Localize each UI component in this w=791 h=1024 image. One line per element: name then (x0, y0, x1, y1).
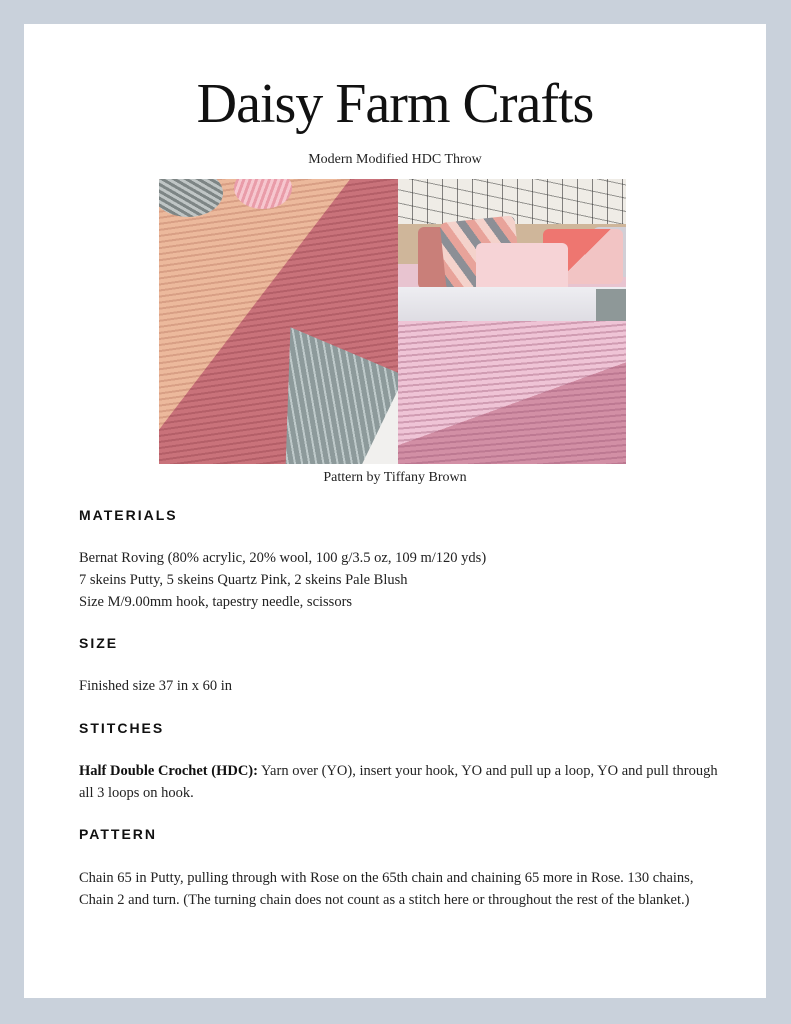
photo-blanket-on-bed (398, 179, 626, 464)
pink-throw-blanket (398, 321, 626, 464)
pattern-text: Chain 65 in Putty, pulling through with Rose on the 65th chain and chaining 65 more in Rose. 130 chains, Chain 2 and turn. (The turning chain does not count as a stitch here or throughout the rest of the blanket.) (79, 870, 694, 908)
document-title: Daisy Farm Crafts (196, 73, 594, 135)
stitches-heading: STITCHES (79, 720, 165, 736)
stitches-definition (79, 760, 729, 804)
stitch-term: Half Double Crochet (HDC): (79, 763, 258, 779)
stitch-description: Yarn over (YO), insert your hook, YO and pull up a loop, YO and pull through all 3 loops on hook. (79, 763, 718, 801)
photo-collage (159, 179, 626, 464)
materials-line: 7 skeins Putty, 5 skeins Quartz Pink, 2 skeins Pale Blush (79, 572, 408, 588)
materials-line: Bernat Roving (80% acrylic, 20% wool, 100 g/3.5 oz, 109 m/120 yds) (79, 550, 487, 566)
materials-heading: MATERIALS (79, 507, 178, 523)
photo-blanket-closeup (159, 179, 398, 464)
size-text: Finished size 37 in x 60 in (79, 678, 233, 694)
document-subtitle: Modern Modified HDC Throw (308, 152, 482, 167)
pattern-heading: PATTERN (79, 826, 158, 842)
materials-line: Size M/9.00mm hook, tapestry needle, scissors (79, 594, 353, 610)
materials-list (79, 547, 729, 613)
photo-caption: Pattern by Tiffany Brown (323, 470, 467, 485)
document-page (24, 24, 766, 998)
size-heading: SIZE (79, 635, 119, 651)
